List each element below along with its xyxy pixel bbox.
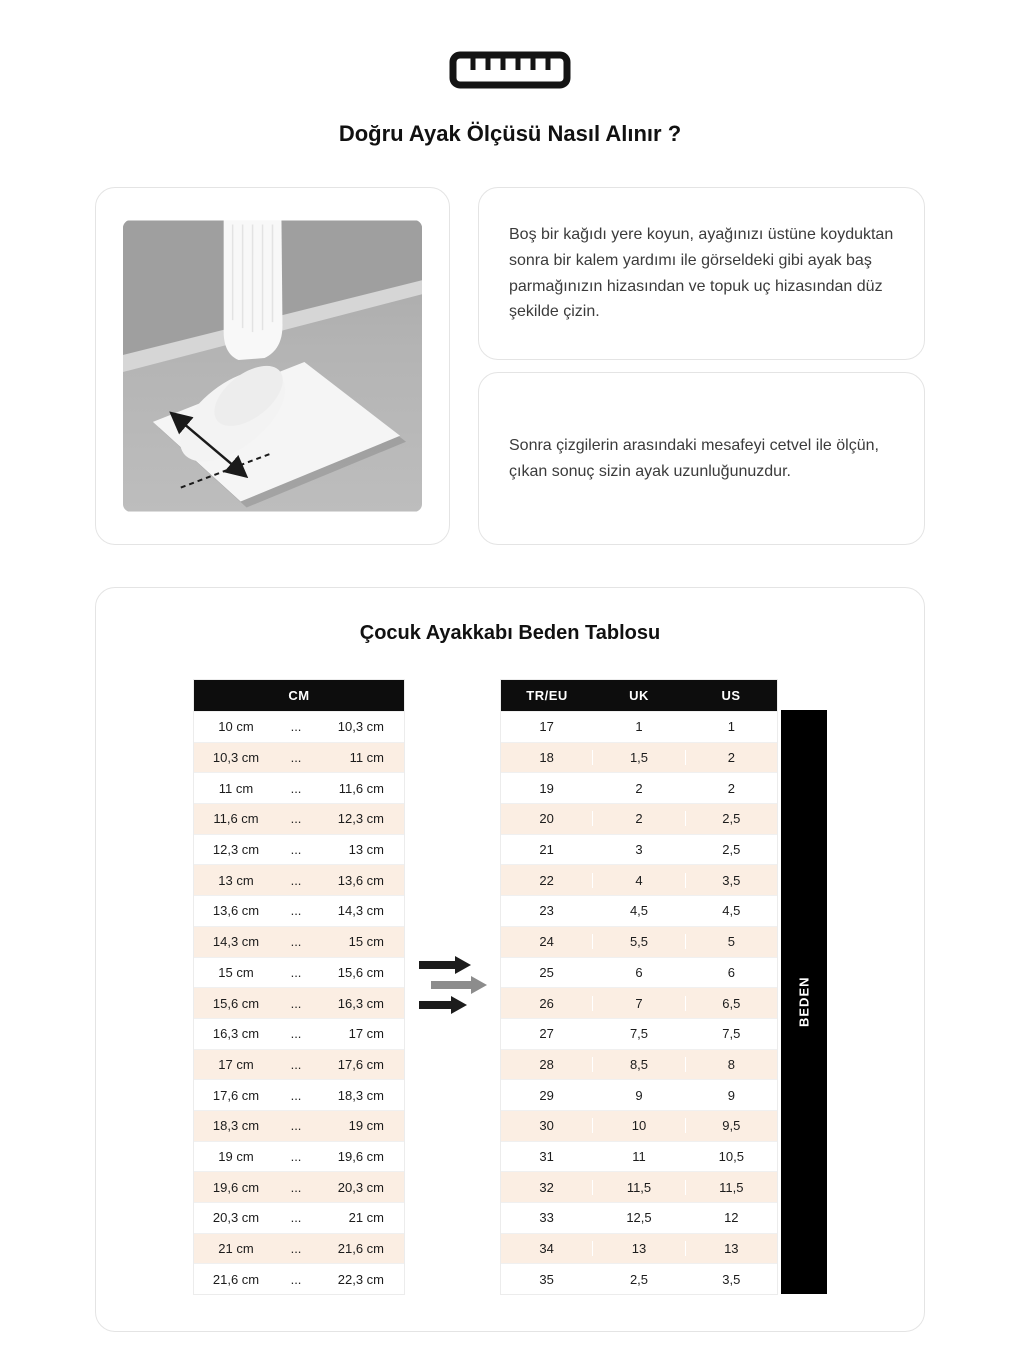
uk-value: 4 bbox=[592, 873, 684, 888]
size-conversion-table bbox=[500, 679, 778, 1295]
cm-table-row bbox=[194, 834, 404, 865]
instruction-cards bbox=[478, 187, 925, 545]
us-value: 12 bbox=[685, 1210, 777, 1225]
range-separator: ... bbox=[290, 1118, 302, 1134]
size-table-header bbox=[501, 680, 777, 711]
cm-min-value: 11 cm bbox=[218, 780, 254, 796]
range-separator: ... bbox=[290, 903, 302, 919]
tr-eu-value: 33 bbox=[539, 1210, 554, 1226]
us-value: 2,5 bbox=[685, 811, 777, 826]
cm-table-row bbox=[194, 957, 404, 988]
tr-eu-value: 31 bbox=[539, 1148, 554, 1164]
uk-value: 3 bbox=[592, 842, 684, 857]
us-value: 11,5 bbox=[685, 1180, 777, 1195]
range-separator: ... bbox=[290, 1026, 302, 1042]
size-table-row bbox=[501, 772, 777, 803]
cm-min-value: 15 cm bbox=[218, 964, 254, 980]
cm-max-value: 11 cm bbox=[349, 750, 384, 766]
range-separator: ... bbox=[290, 964, 302, 980]
uk-value: 10 bbox=[592, 1118, 684, 1133]
size-section-title: Çocuk Ayakkabı Beden Tablosu bbox=[359, 622, 661, 644]
cm-table-row bbox=[194, 1141, 404, 1172]
size-table-row bbox=[501, 895, 777, 926]
us-value: 2 bbox=[685, 781, 777, 796]
cm-table-row bbox=[194, 1018, 404, 1049]
range-separator: ... bbox=[290, 1210, 302, 1226]
cm-table-row bbox=[194, 742, 404, 773]
ruler-icon bbox=[449, 77, 571, 94]
instruction-step-2-text: Sonra çizgilerin arasındaki mesafeyi cetvel ile ölçün, çıkan sonuç sizin ayak uzunluğunuzdur. bbox=[509, 436, 879, 480]
cm-max-value: 20,3 cm bbox=[337, 1179, 384, 1195]
size-table-row bbox=[501, 1079, 777, 1110]
uk-value: 7,5 bbox=[592, 1026, 684, 1041]
us-value: 9,5 bbox=[685, 1118, 777, 1133]
range-separator: ... bbox=[290, 811, 302, 827]
range-separator: ... bbox=[290, 719, 302, 735]
cm-min-value: 10 cm bbox=[218, 719, 254, 735]
tr-eu-value: 34 bbox=[539, 1241, 554, 1257]
us-value: 13 bbox=[685, 1241, 777, 1256]
range-separator: ... bbox=[290, 1271, 302, 1287]
us-value: 2,5 bbox=[685, 842, 777, 857]
instruction-card-1 bbox=[478, 187, 925, 360]
cm-table-row bbox=[194, 711, 404, 742]
tr-eu-value: 26 bbox=[539, 995, 554, 1011]
cm-table-row bbox=[194, 1202, 404, 1233]
cm-max-value: 22,3 cm bbox=[337, 1271, 384, 1287]
cm-max-value: 16,3 cm bbox=[337, 995, 384, 1011]
uk-value: 9 bbox=[592, 1088, 684, 1103]
us-value: 9 bbox=[685, 1088, 777, 1103]
us-value: 6,5 bbox=[685, 996, 777, 1011]
cm-min-value: 10,3 cm bbox=[212, 750, 260, 766]
cm-max-value: 11,6 cm bbox=[338, 780, 384, 796]
page-title: Doğru Ayak Ölçüsü Nasıl Alınır ? bbox=[338, 121, 682, 146]
range-separator: ... bbox=[290, 1148, 302, 1164]
tr-eu-value: 20 bbox=[539, 811, 554, 827]
tr-eu-value: 25 bbox=[539, 964, 554, 980]
cm-min-value: 11,6 cm bbox=[213, 811, 259, 827]
cm-table-row bbox=[194, 926, 404, 957]
us-value: 10,5 bbox=[685, 1149, 777, 1164]
range-separator: ... bbox=[290, 842, 302, 858]
cm-max-value: 17,6 cm bbox=[337, 1056, 384, 1072]
size-table-row bbox=[501, 1018, 777, 1049]
size-table-row bbox=[501, 864, 777, 895]
size-table-row bbox=[501, 1141, 777, 1172]
cm-table-row bbox=[194, 772, 404, 803]
range-separator: ... bbox=[290, 780, 302, 796]
cm-table-row bbox=[194, 803, 404, 834]
tr-eu-value: 17 bbox=[539, 719, 554, 735]
uk-value: 1,5 bbox=[592, 750, 684, 765]
size-tables bbox=[96, 679, 924, 1295]
size-table-row bbox=[501, 926, 777, 957]
cm-table-row bbox=[194, 1110, 404, 1141]
size-table-row bbox=[501, 742, 777, 773]
uk-value: 11,5 bbox=[592, 1180, 684, 1195]
uk-value: 11 bbox=[592, 1149, 684, 1164]
tr-eu-value: 19 bbox=[539, 780, 554, 796]
uk-value: 6 bbox=[592, 965, 684, 980]
us-value: 1 bbox=[685, 719, 777, 734]
us-value: 6 bbox=[685, 965, 777, 980]
range-separator: ... bbox=[290, 1087, 302, 1103]
cm-max-value: 19 cm bbox=[348, 1118, 384, 1134]
cm-min-value: 17 cm bbox=[218, 1056, 254, 1072]
us-value: 2 bbox=[685, 750, 777, 765]
cm-min-value: 12,3 cm bbox=[212, 842, 260, 858]
cm-max-value: 14,3 cm bbox=[337, 903, 384, 919]
size-table-row bbox=[501, 1110, 777, 1141]
cm-max-value: 21 cm bbox=[348, 1210, 384, 1226]
instruction-step-1-text: Boş bir kağıdı yere koyun, ayağınızı üstüne koyduktan sonra bir kalem yardımı ile görseldeki gibi ayak baş parmağınızın hizasından ve topuk uç hizasından düz şekilde çizin. bbox=[509, 226, 894, 321]
tr-eu-value: 21 bbox=[539, 842, 554, 858]
tr-eu-value: 27 bbox=[539, 1026, 554, 1042]
cm-min-value: 21,6 cm bbox=[212, 1271, 260, 1287]
size-table-row bbox=[501, 1263, 777, 1294]
uk-value: 7 bbox=[592, 996, 684, 1011]
range-separator: ... bbox=[290, 934, 302, 950]
uk-value: 8,5 bbox=[592, 1057, 684, 1072]
cm-max-value: 21,6 cm bbox=[337, 1241, 384, 1257]
beden-vertical-label: BEDEN bbox=[781, 710, 827, 1294]
foot-photo-card bbox=[95, 187, 450, 545]
uk-value: 2 bbox=[592, 781, 684, 796]
us-value: 3,5 bbox=[685, 1272, 777, 1287]
cm-table-row bbox=[194, 1049, 404, 1080]
cm-table-row bbox=[194, 1233, 404, 1264]
size-table-row bbox=[501, 1049, 777, 1080]
uk-value: 12,5 bbox=[592, 1210, 684, 1225]
page-header bbox=[0, 50, 1020, 147]
cm-min-value: 16,3 cm bbox=[212, 1026, 260, 1042]
size-table-row bbox=[501, 711, 777, 742]
cm-min-value: 20,3 cm bbox=[212, 1210, 260, 1226]
cm-max-value: 19,6 cm bbox=[337, 1148, 384, 1164]
instructions-row bbox=[95, 187, 925, 545]
cm-min-value: 14,3 cm bbox=[212, 934, 260, 950]
tr-eu-value: 29 bbox=[539, 1087, 554, 1103]
cm-table-row bbox=[194, 1171, 404, 1202]
size-column-header: UK bbox=[629, 688, 649, 703]
size-table-row bbox=[501, 1233, 777, 1264]
uk-value: 2,5 bbox=[592, 1272, 684, 1287]
size-table-row bbox=[501, 987, 777, 1018]
cm-min-value: 19 cm bbox=[218, 1148, 254, 1164]
cm-table bbox=[193, 679, 405, 1295]
size-column-header: US bbox=[721, 688, 741, 703]
range-separator: ... bbox=[290, 995, 302, 1011]
cm-min-value: 13 cm bbox=[218, 872, 254, 888]
cm-table-row bbox=[194, 987, 404, 1018]
cm-table-row bbox=[194, 1263, 404, 1294]
cm-max-value: 17 cm bbox=[348, 1026, 384, 1042]
uk-value: 1 bbox=[592, 719, 684, 734]
cm-table-row bbox=[194, 864, 404, 895]
range-separator: ... bbox=[290, 1056, 302, 1072]
cm-table-header: CM bbox=[194, 680, 404, 711]
tr-eu-value: 24 bbox=[539, 934, 554, 950]
cm-table-row bbox=[194, 895, 404, 926]
range-separator: ... bbox=[290, 750, 302, 766]
us-value: 3,5 bbox=[685, 873, 777, 888]
size-table-body bbox=[501, 711, 777, 1294]
cm-table-body bbox=[194, 711, 404, 1294]
uk-value: 4,5 bbox=[592, 903, 684, 918]
tr-eu-value: 18 bbox=[539, 750, 554, 766]
tr-eu-value: 23 bbox=[539, 903, 554, 919]
tr-eu-value: 35 bbox=[539, 1271, 554, 1287]
size-table-row bbox=[501, 957, 777, 988]
uk-value: 13 bbox=[592, 1241, 684, 1256]
cm-max-value: 13,6 cm bbox=[337, 872, 384, 888]
size-table-card bbox=[95, 587, 925, 1332]
tr-eu-value: 28 bbox=[539, 1056, 554, 1072]
size-column-header: TR/EU bbox=[526, 688, 568, 703]
us-value: 5 bbox=[685, 934, 777, 949]
cm-min-value: 17,6 cm bbox=[212, 1087, 260, 1103]
cm-max-value: 10,3 cm bbox=[337, 719, 384, 735]
cm-max-value: 12,3 cm bbox=[337, 811, 384, 827]
tr-eu-value: 22 bbox=[539, 872, 554, 888]
us-value: 4,5 bbox=[685, 903, 777, 918]
foot-measurement-photo bbox=[123, 220, 422, 512]
content-area bbox=[95, 187, 925, 1332]
us-value: 7,5 bbox=[685, 1026, 777, 1041]
us-value: 8 bbox=[685, 1057, 777, 1072]
cm-min-value: 13,6 cm bbox=[212, 903, 260, 919]
cm-max-value: 15 cm bbox=[348, 934, 384, 950]
cm-min-value: 18,3 cm bbox=[212, 1118, 260, 1134]
uk-value: 2 bbox=[592, 811, 684, 826]
uk-value: 5,5 bbox=[592, 934, 684, 949]
size-table-row bbox=[501, 803, 777, 834]
size-table-row bbox=[501, 1171, 777, 1202]
cm-max-value: 18,3 cm bbox=[337, 1087, 384, 1103]
size-table-row bbox=[501, 834, 777, 865]
range-separator: ... bbox=[290, 1241, 302, 1257]
conversion-arrows-icon bbox=[405, 955, 500, 1019]
range-separator: ... bbox=[290, 872, 302, 888]
cm-table-row bbox=[194, 1079, 404, 1110]
cm-max-value: 13 cm bbox=[348, 842, 384, 858]
cm-min-value: 19,6 cm bbox=[212, 1179, 260, 1195]
cm-min-value: 15,6 cm bbox=[212, 995, 260, 1011]
instruction-card-2 bbox=[478, 372, 925, 545]
cm-max-value: 15,6 cm bbox=[337, 964, 384, 980]
tr-eu-value: 32 bbox=[539, 1179, 554, 1195]
tr-eu-value: 30 bbox=[539, 1118, 554, 1134]
cm-min-value: 21 cm bbox=[218, 1241, 254, 1257]
range-separator: ... bbox=[290, 1179, 302, 1195]
size-table-row bbox=[501, 1202, 777, 1233]
